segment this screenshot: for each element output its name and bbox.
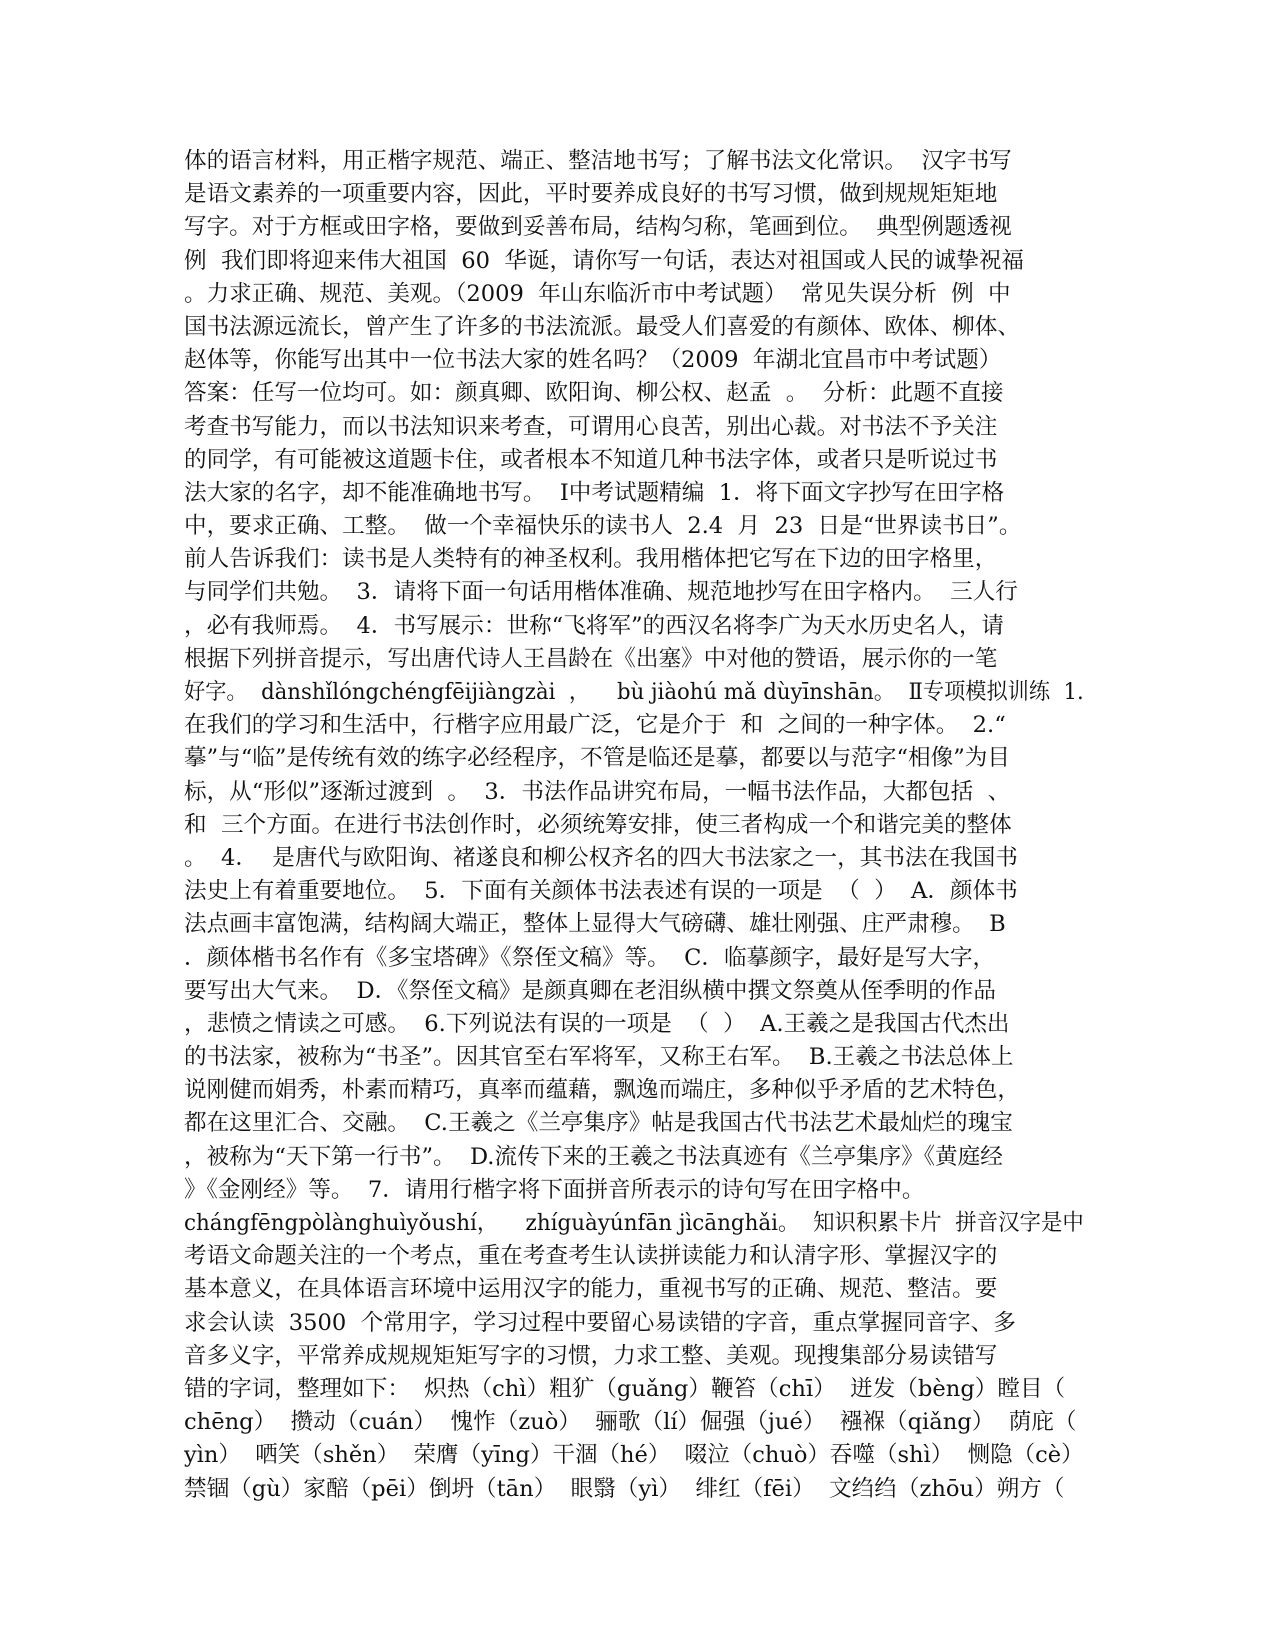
text-line: 法点画丰富饱满，结构阔大端正，整体上显得大气磅礴、雄壮刚强、庄严肃穆。 B bbox=[184, 911, 1006, 938]
text-line: 摹”与“临”是传统有效的练字必经程序，不管是临还是摹，都要以与范字“相像”为目 bbox=[184, 745, 1010, 772]
text-line: 是语文素养的一项重要内容，因此，平时要养成良好的书写习惯，做到规规矩矩地 bbox=[184, 181, 998, 208]
text-line: ，悲愤之情读之可感。 6.下列说法有误的一项是 （ ） A.王羲之是我国古代杰出 bbox=[184, 1010, 1010, 1037]
text-line: 国书法源远流长，曾产生了许多的书法流派。最受人们喜爱的有颜体、欧体、柳体、 bbox=[184, 313, 1020, 340]
text-line: 考语文命题关注的一个考点，重在考查考生认读拼读能力和认清字形、掌握汉字的 bbox=[184, 1243, 998, 1270]
text-line: ，必有我师焉。 4．书写展示：世称“飞将军”的西汉名将李广为天水历史名人，请 bbox=[184, 612, 1005, 639]
text-line: chángfēngpòlànghuìyǒushí， zhíguàyúnfān jìcānghǎi。 知识积累卡片 拼音汉字是中 bbox=[184, 1210, 1084, 1236]
text-line: 的书法家，被称为“书圣”。因其官至右军将军，又称王右军。 B.王羲之书法总体上 bbox=[184, 1044, 1014, 1071]
text-line: 前人告诉我们：读书是人类特有的神圣权利。我用楷体把它写在下边的田字格里， bbox=[184, 546, 998, 573]
text-line: 。 4． 是唐代与欧阳询、褚遂良和柳公权齐名的四大书法家之一，其书法在我国书 bbox=[184, 844, 1018, 871]
text-line: 例 我们即将迎来伟大祖国 60 华诞，请你写一句话，表达对祖国或人民的诚挚祝福 bbox=[184, 247, 1025, 274]
text-line: 求会认读 3500 个常用字，学习过程中要留心易读错的字音，重点掌握同音字、多 bbox=[184, 1309, 1016, 1336]
text-line: yìn） 哂笑（shěn） 荣膺（yīng）干涸（hé） 啜泣（chuò）吞噬（shì） 恻隐（cè） bbox=[184, 1442, 1084, 1469]
text-line: 赵体等，你能写出其中一位书法大家的姓名吗？（2009 年湖北宜昌市中考试题） bbox=[184, 347, 1002, 374]
text-line: 要写出大气来。 D．《祭侄文稿》是颜真卿在老泪纵横中撰文祭奠从侄季明的作品 bbox=[184, 977, 996, 1004]
text-line: 法史上有着重要地位。 5．下面有关颜体书法表述有误的一项是 （ ） A．颜体书 bbox=[184, 878, 1018, 905]
text-line: ，被称为“天下第一行书”。 D.流传下来的王羲之书法真迹有《兰亭集序》《黄庭经 bbox=[184, 1143, 1003, 1170]
body-text bbox=[184, 145, 1084, 1506]
text-line: 基本意义，在具体语言环境中运用汉字的能力，重视书写的正确、规范、整洁。要 bbox=[184, 1276, 998, 1303]
text-line: 和 三个方面。在进行书法创作时，必须统筹安排，使三者构成一个和谐完美的整体 bbox=[184, 811, 1012, 838]
text-line: 的同学，有可能被这道题卡住，或者根本不知道几种书法字体，或者只是听说过书 bbox=[184, 446, 998, 473]
text-line: 在我们的学习和生活中，行楷字应用最广泛，它是介于 和 之间的一种字体。 2.“ bbox=[184, 712, 1006, 739]
text-line: 中，要求正确、工整。 做一个幸福快乐的读书人 2.4 月 23 日是“世界读书日”。 bbox=[184, 513, 1022, 540]
text-line: 》《金刚经》等。 7．请用行楷字将下面拼音所表示的诗句写在田字格中。 bbox=[184, 1176, 925, 1203]
text-line: 错的字词，整理如下： 炽热（chì）粗犷（guǎng）鞭笞（chī） 迸发（bèng）瞠目（ bbox=[184, 1375, 1066, 1402]
text-line: 说刚健而娟秀，朴素而精巧，真率而蕴藉，飘逸而端庄，多种似乎矛盾的艺术特色， bbox=[184, 1077, 1020, 1104]
text-line: 写字。对于方框或田字格，要做到妥善布局，结构匀称，笔画到位。 典型例题透视 bbox=[184, 214, 1012, 241]
text-line: 好字。 dànshǐlóngchéngfēijiàngzài ， bù jiàohú mǎ dùyīnshān。 Ⅱ专项模拟训练 1. bbox=[184, 679, 1084, 705]
text-line: 考查书写能力，而以书法知识来考查，可谓用心良苦，别出心裁。对书法不予关注 bbox=[184, 413, 998, 440]
text-line: 标，从“形似”逐渐过渡到 。 3．书法作品讲究布局，一幅书法作品，大都包括 、 bbox=[184, 778, 1011, 805]
text-line: chēng） 攒动（cuán） 愧怍（zuò） 骊歌（lí）倔强（jué） 襁褓（qiǎng） 荫庇（ bbox=[184, 1409, 1077, 1436]
text-line: 音多义字，平常养成规规矩矩写字的习惯，力求工整、美观。现搜集部分易读错写 bbox=[184, 1342, 998, 1369]
text-line: 答案：任写一位均可。如：颜真卿、欧阳询、柳公权、赵孟 。 分析：此题不直接 bbox=[184, 380, 1004, 407]
text-line: 与同学们共勉。 3．请将下面一句话用楷体准确、规范地抄写在田字格内。 三人行 bbox=[184, 579, 1018, 606]
text-line: 禁锢（gù）家醅（pēi）倒坍（tān） 眼翳（yì） 绯红（fēi） 文绉绉（zhōu）朔方（ bbox=[184, 1475, 1065, 1502]
text-line: 都在这里汇合、交融。 C.王羲之《兰亭集序》帖是我国古代书法艺术最灿烂的瑰宝 bbox=[184, 1110, 1013, 1137]
text-line: ．颜体楷书名作有《多宝塔碑》《祭侄文稿》等。 C．临摹颜字，最好是写大字， bbox=[184, 944, 996, 971]
text-line: 根据下列拼音提示，写出唐代诗人王昌龄在《出塞》中对他的赞语，展示你的一笔 bbox=[184, 645, 998, 672]
text-line: 。力求正确、规范、美观。（2009 年山东临沂市中考试题） 常见失误分析 例 中 bbox=[184, 280, 1011, 307]
text-line: 体的语言材料，用正楷字规范、端正、整洁地书写；了解书法文化常识。 汉字书写 bbox=[184, 148, 1012, 174]
text-line: 法大家的名字，却不能准确地书写。 Ⅰ中考试题精编 1．将下面文字抄写在田字格 bbox=[184, 479, 1005, 506]
